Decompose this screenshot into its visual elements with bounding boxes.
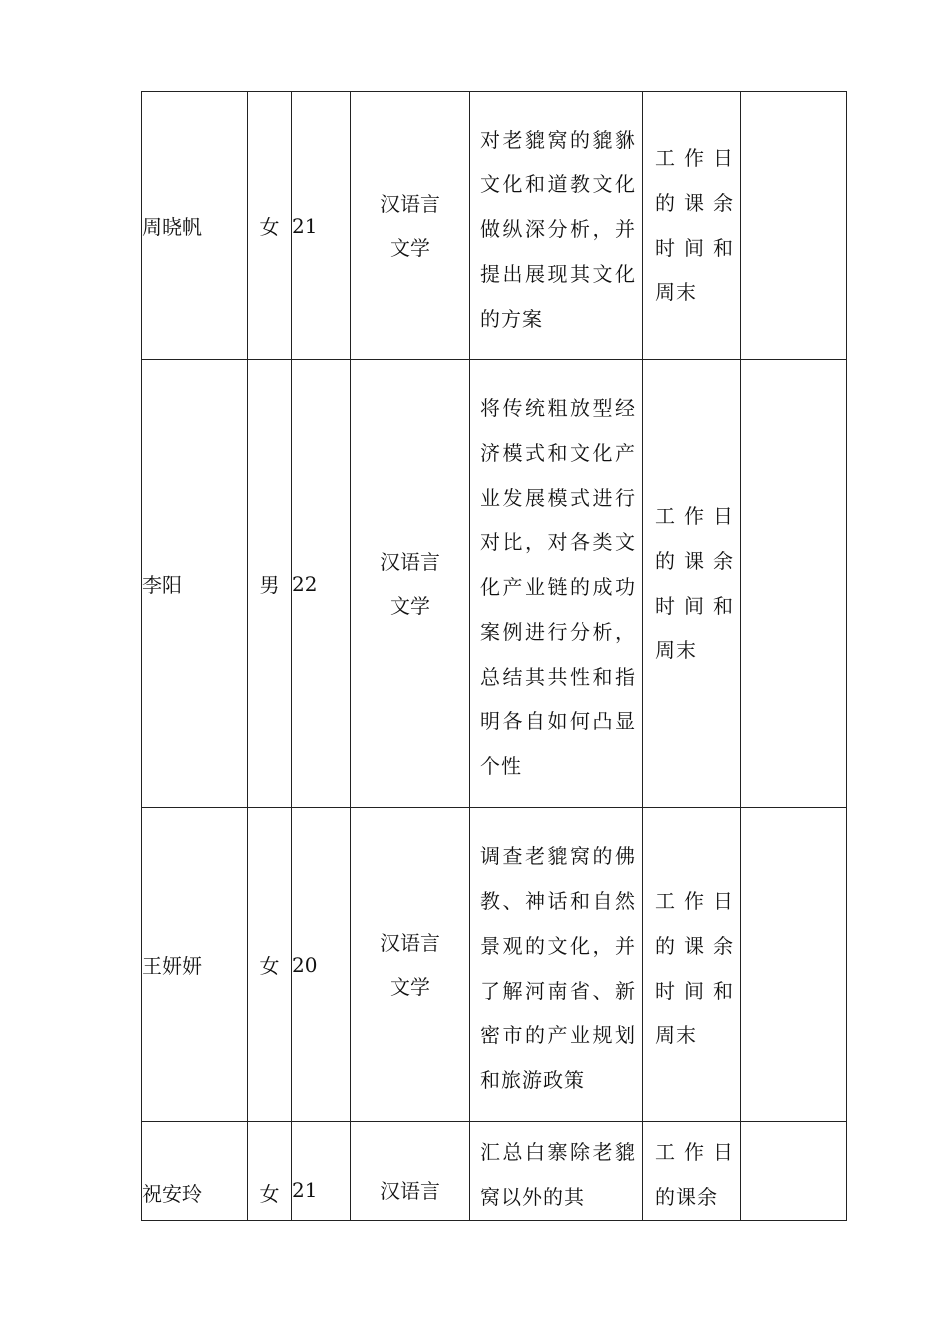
major-line: 文学 xyxy=(390,235,430,260)
member-major xyxy=(351,1122,470,1221)
member-age: 20 xyxy=(292,808,351,1122)
time-text: 工作日的课余时间和周末 xyxy=(655,503,734,663)
major-line: 汉语言 xyxy=(380,549,440,574)
major-line: 汉语言 xyxy=(380,191,440,216)
member-note xyxy=(741,360,847,808)
member-gender: 女 xyxy=(248,808,292,1122)
member-major xyxy=(351,808,470,1122)
member-age: 21 xyxy=(292,1122,351,1221)
member-note xyxy=(741,1122,847,1221)
major-line: 文学 xyxy=(390,974,430,999)
member-major xyxy=(351,92,470,360)
table-row xyxy=(142,1122,847,1221)
member-name: 祝安玲 xyxy=(142,1122,248,1221)
member-major xyxy=(351,360,470,808)
member-time xyxy=(643,360,741,808)
member-task xyxy=(470,808,643,1122)
major-line: 汉语言 xyxy=(380,930,440,955)
member-time xyxy=(643,1122,741,1221)
time-text: 工作日的课余时间和周末 xyxy=(655,888,734,1048)
member-task xyxy=(470,1122,643,1221)
member-gender: 男 xyxy=(248,360,292,808)
major-line: 文学 xyxy=(390,593,430,618)
task-text: 汇总白寨除老貔窝以外的其 xyxy=(480,1140,636,1209)
major-line: 汉语言 xyxy=(380,1179,440,1203)
task-text: 对老貔窝的貔貅文化和道教文化做纵深分析，并提出展现其文化的方案 xyxy=(480,127,636,331)
member-task xyxy=(470,360,643,808)
table-row xyxy=(142,808,847,1122)
member-age: 21 xyxy=(292,92,351,360)
member-gender: 女 xyxy=(248,1122,292,1221)
time-text: 工作日的课余 xyxy=(655,1140,734,1209)
member-table xyxy=(141,91,847,1221)
task-text: 调查老貔窝的佛教、神话和自然景观的文化，并了解河南省、新密市的产业规划和旅游政策 xyxy=(480,844,636,1093)
member-gender: 女 xyxy=(248,92,292,360)
member-age: 22 xyxy=(292,360,351,808)
member-task xyxy=(470,92,643,360)
member-name: 周晓帆 xyxy=(142,92,248,360)
member-time xyxy=(643,92,741,360)
member-name: 李阳 xyxy=(142,360,248,808)
time-text: 工作日的课余时间和周末 xyxy=(655,145,734,305)
task-text: 将传统粗放型经济模式和文化产业发展模式进行对比，对各类文化产业链的成功案例进行分析，总结其共性和指明各自如何凸显个性 xyxy=(480,395,636,779)
table-row xyxy=(142,92,847,360)
member-note xyxy=(741,92,847,360)
member-time xyxy=(643,808,741,1122)
member-note xyxy=(741,808,847,1122)
member-name: 王妍妍 xyxy=(142,808,248,1122)
table-row xyxy=(142,360,847,808)
